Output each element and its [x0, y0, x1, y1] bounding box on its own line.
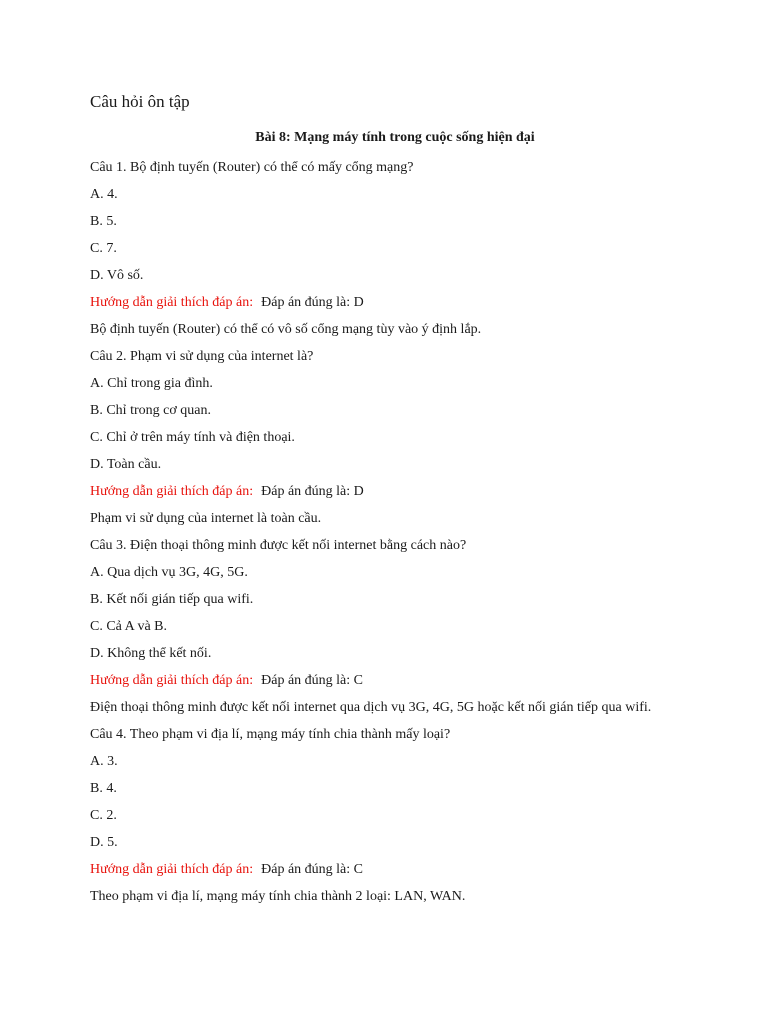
- answer-text: Đáp án đúng là: D: [261, 295, 364, 310]
- question-block: [90, 721, 700, 910]
- option-c: C. Chỉ ở trên máy tính và điện thoại.: [90, 430, 295, 445]
- option-a: A. 3.: [90, 754, 118, 769]
- hint-label: Hướng dẫn giải thích đáp án:: [90, 484, 254, 499]
- option-c: C. Cả A và B.: [90, 619, 168, 634]
- option-b: B. Chỉ trong cơ quan.: [90, 403, 211, 418]
- question-block: [90, 343, 700, 532]
- option-c: C. 7.: [90, 241, 117, 256]
- answer-line: [90, 478, 700, 505]
- question-text: Câu 2. Phạm vi sử dụng của internet là?: [90, 349, 314, 364]
- option-b: B. 5.: [90, 214, 117, 229]
- option-a: A. Chỉ trong gia đình.: [90, 376, 213, 391]
- option-d: D. Toàn cầu.: [90, 457, 162, 472]
- option-d: D. 5.: [90, 835, 118, 850]
- option-c: C. 2.: [90, 808, 117, 823]
- option-b: B. 4.: [90, 781, 117, 796]
- option-d: D. Vô số.: [90, 268, 144, 283]
- question-block: [90, 154, 700, 343]
- explanation-text: Bộ định tuyến (Router) có thể có vô số cổng mạng tùy vào ý định lắp.: [90, 322, 482, 337]
- explanation-text: Theo phạm vi địa lí, mạng máy tính chia thành 2 loại: LAN, WAN.: [90, 889, 466, 904]
- hint-label: Hướng dẫn giải thích đáp án:: [90, 295, 254, 310]
- answer-text: Đáp án đúng là: C: [261, 673, 363, 688]
- document-title: Câu hỏi ôn tập: [90, 92, 190, 111]
- option-a: A. Qua dịch vụ 3G, 4G, 5G.: [90, 565, 248, 580]
- hint-label: Hướng dẫn giải thích đáp án:: [90, 673, 254, 688]
- explanation-text: Điện thoại thông minh được kết nối internet qua dịch vụ 3G, 4G, 5G hoặc kết nối gián tiếp qua wifi.: [90, 700, 652, 715]
- question-block: [90, 532, 700, 721]
- option-d: D. Không thể kết nối.: [90, 646, 212, 661]
- option-b: B. Kết nối gián tiếp qua wifi.: [90, 592, 254, 607]
- question-text: Câu 3. Điện thoại thông minh được kết nối internet bằng cách nào?: [90, 538, 467, 553]
- question-text: Câu 4. Theo phạm vi địa lí, mạng máy tính chia thành mấy loại?: [90, 727, 451, 742]
- lesson-title: Bài 8: Mạng máy tính trong cuộc sống hiện đại: [255, 130, 535, 145]
- option-a: A. 4.: [90, 187, 118, 202]
- answer-line: [90, 667, 700, 694]
- answer-line: [90, 856, 700, 883]
- hint-label: Hướng dẫn giải thích đáp án:: [90, 862, 254, 877]
- question-text: Câu 1. Bộ định tuyến (Router) có thể có mấy cổng mạng?: [90, 160, 414, 175]
- explanation-text: Phạm vi sử dụng của internet là toàn cầu.: [90, 511, 322, 526]
- answer-line: [90, 289, 700, 316]
- question-list: [90, 154, 700, 910]
- answer-text: Đáp án đúng là: C: [261, 862, 363, 877]
- answer-text: Đáp án đúng là: D: [261, 484, 364, 499]
